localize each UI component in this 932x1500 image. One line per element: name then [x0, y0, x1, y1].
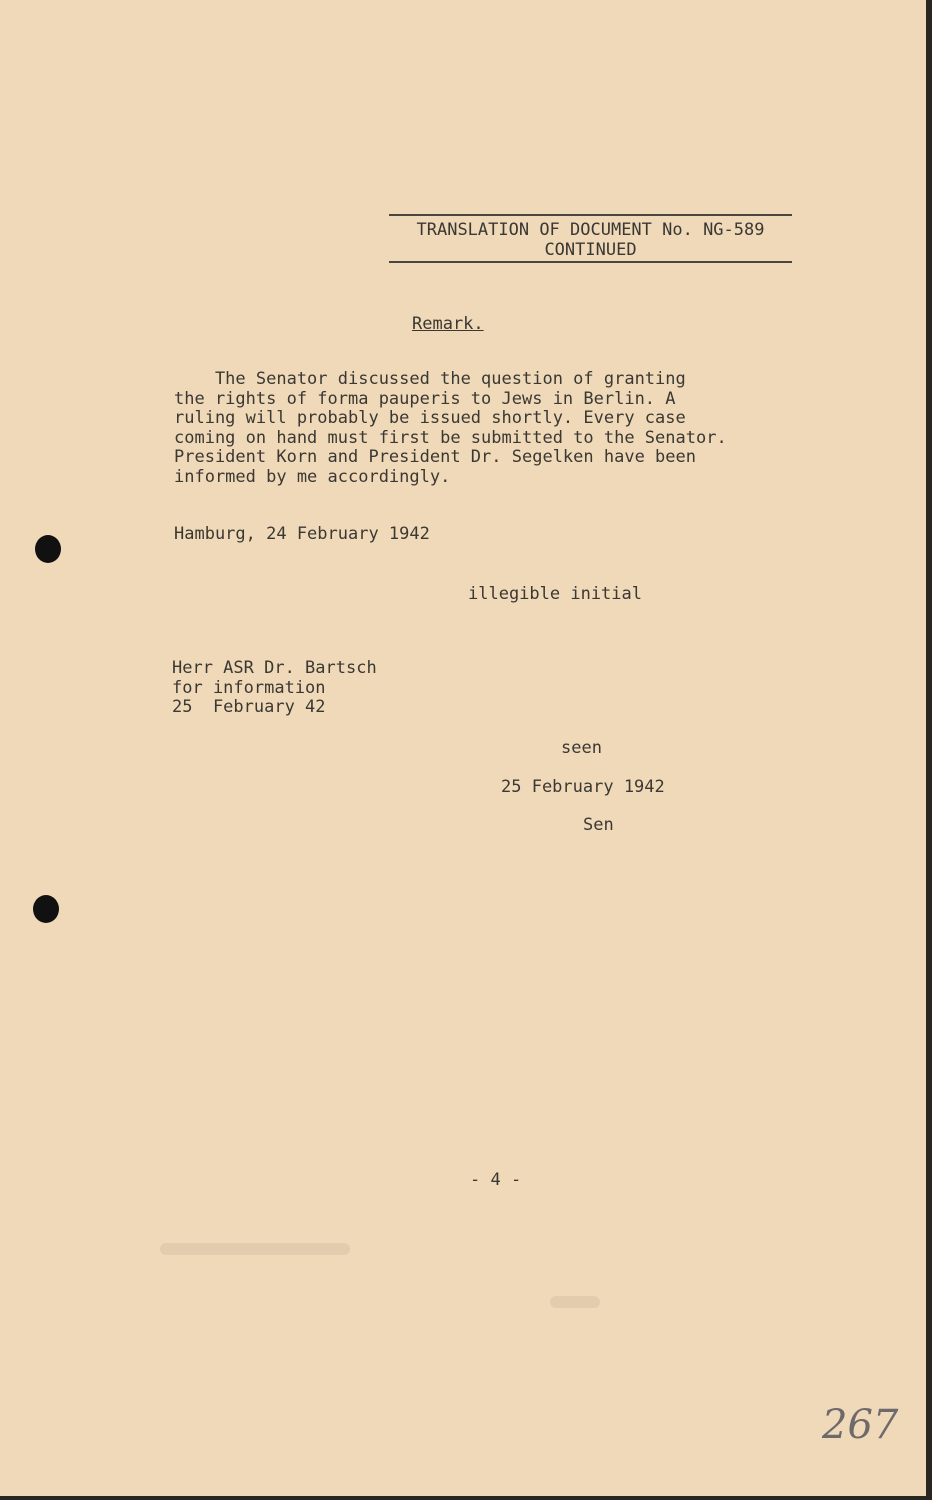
punch-hole	[35, 535, 61, 563]
seen-note: seen	[561, 738, 602, 758]
bleed-through-smudge	[550, 1296, 600, 1308]
scan-edge	[926, 0, 932, 1500]
handwritten-folio-number: 267	[822, 1402, 899, 1448]
seen-date: 25 February 1942	[501, 777, 665, 797]
punch-hole	[33, 895, 59, 923]
body-line: President Korn and President Dr. Segelken have been	[174, 447, 696, 467]
page-number: - 4 -	[470, 1170, 522, 1190]
info-line: 25 February 42	[172, 697, 326, 717]
header-continued: CONTINUED	[544, 240, 637, 260]
info-line: for information	[172, 677, 326, 698]
body-line: coming on hand must first be submitted to the Senator.	[174, 427, 727, 448]
remark-body	[174, 370, 824, 487]
body-line: informed by me accordingly.	[174, 466, 451, 487]
info-line: Herr ASR Dr. Bartsch	[172, 658, 377, 678]
header-title: TRANSLATION OF DOCUMENT No. NG-589	[416, 220, 765, 240]
body-line: ruling will probably be issued shortly. Every case	[174, 408, 686, 428]
bleed-through-smudge	[160, 1243, 350, 1255]
sen-signature: Sen	[583, 815, 614, 835]
body-line: The Senator discussed the question of granting	[174, 369, 686, 389]
place-date: Hamburg, 24 February 1942	[174, 524, 430, 544]
remark-heading: Remark.	[412, 314, 484, 334]
document-header	[389, 214, 792, 263]
illegible-initial: illegible initial	[468, 584, 642, 604]
information-note	[172, 659, 377, 718]
body-line: the rights of forma pauperis to Jews in Berlin. A	[174, 388, 676, 409]
